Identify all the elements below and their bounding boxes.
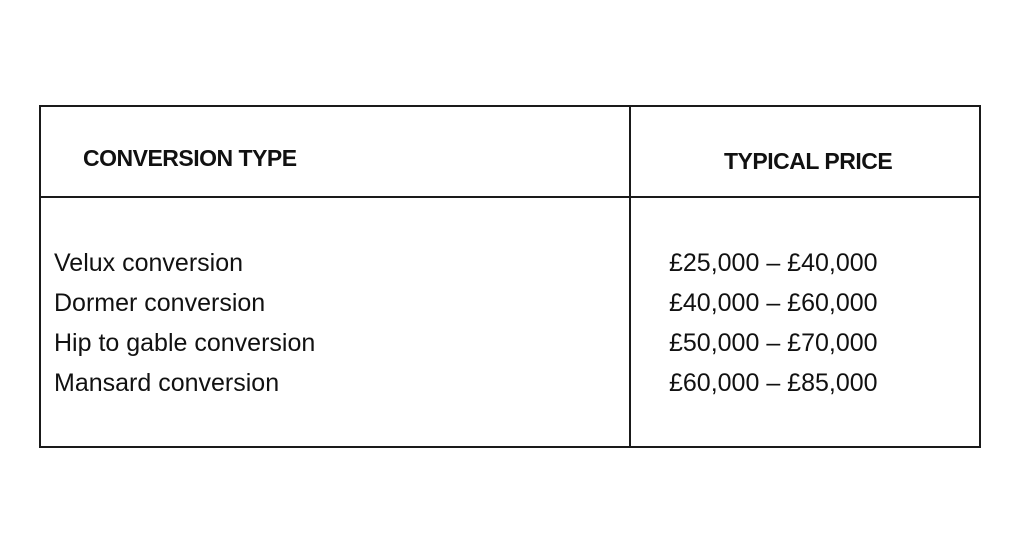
header-typical-price: TYPICAL PRICE [724,148,893,174]
row-4-type: Mansard conversion [54,369,280,397]
row-3-type: Hip to gable conversion [54,329,316,357]
column-divider [629,107,631,446]
header-conversion-type: CONVERSION TYPE [83,145,297,171]
row-1-price: £25,000 – £40,000 [669,249,878,277]
row-1-type: Velux conversion [54,249,244,277]
row-2-price: £40,000 – £60,000 [669,289,878,317]
conversion-price-table [39,105,981,448]
typical-prices-column [669,243,878,403]
conversion-types-column [54,243,315,403]
header-divider [41,196,979,198]
row-4-price: £60,000 – £85,000 [669,369,878,397]
row-3-price: £50,000 – £70,000 [669,329,878,357]
row-2-type: Dormer conversion [54,289,266,317]
